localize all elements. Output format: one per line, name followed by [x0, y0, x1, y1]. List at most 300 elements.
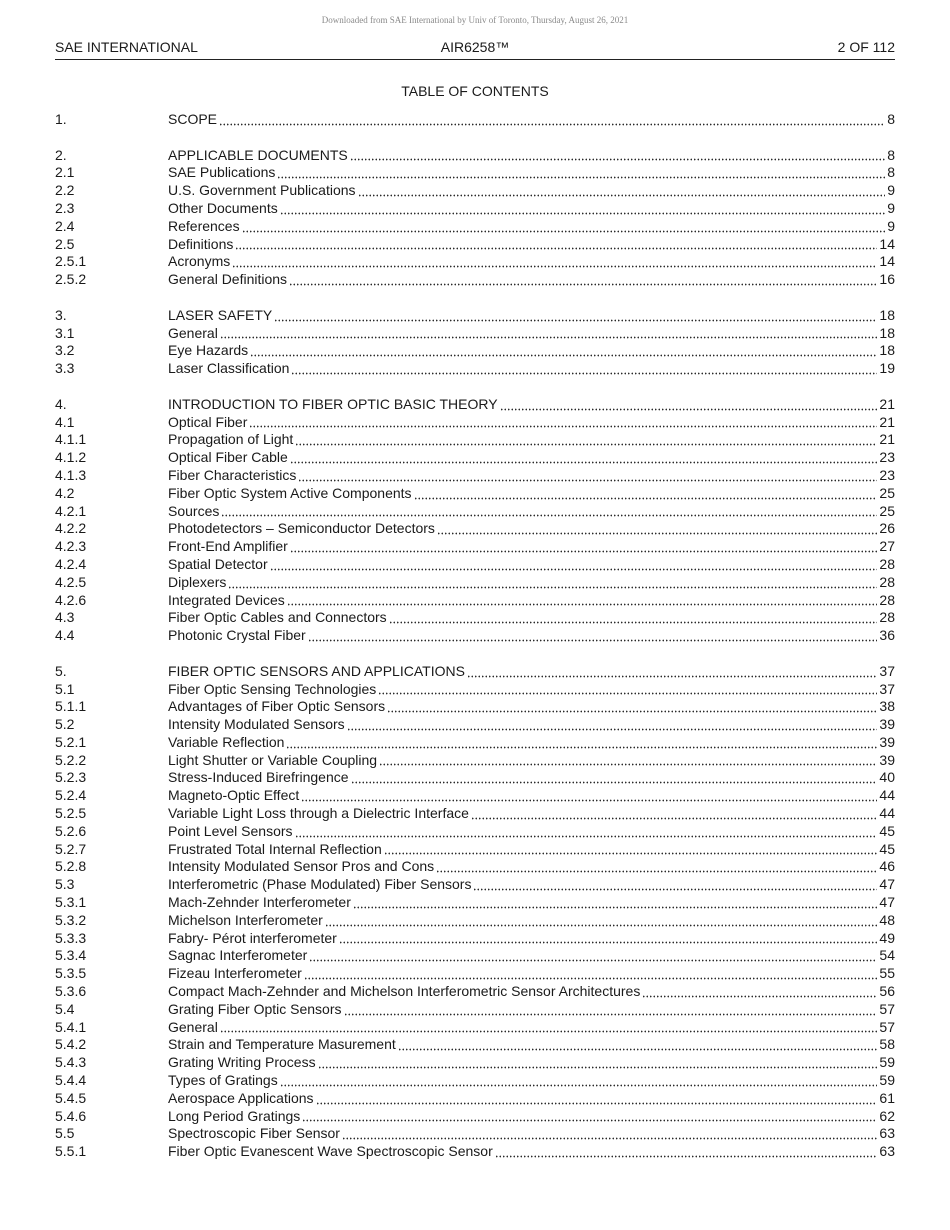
- toc-entry-title: Grating Writing Process: [168, 1054, 316, 1071]
- toc-entry[interactable]: [55, 858, 895, 876]
- toc-entry-title: General: [168, 1018, 218, 1035]
- dot-leader: [301, 790, 877, 802]
- toc-entry-number: 4.: [55, 395, 67, 412]
- dot-leader: [495, 1146, 878, 1158]
- dot-leader: [280, 1075, 878, 1087]
- toc-entry-number: 5.3.2: [55, 911, 87, 928]
- toc-entry[interactable]: [55, 876, 895, 894]
- toc-entry-page: 54: [879, 947, 895, 964]
- toc-entry-number: 4.1.2: [55, 449, 87, 466]
- toc-entry-page: 18: [879, 324, 895, 341]
- toc-entry[interactable]: [55, 1125, 895, 1143]
- toc-entry-title: SCOPE: [168, 111, 218, 127]
- toc-entry-line: [168, 663, 895, 681]
- toc-entry[interactable]: [55, 467, 895, 485]
- toc-entry[interactable]: [55, 253, 895, 271]
- toc-entry-line: [168, 1054, 895, 1072]
- toc-entry-page: 40: [879, 769, 895, 786]
- toc-entry-page: 8: [887, 164, 895, 181]
- toc-entry-number: 5.2.7: [55, 840, 87, 857]
- toc-entry[interactable]: [55, 538, 895, 556]
- toc-entry-page: 38: [879, 698, 895, 715]
- toc-entry[interactable]: [55, 360, 895, 378]
- dot-leader: [316, 1093, 878, 1105]
- toc-entry[interactable]: [55, 1143, 895, 1161]
- toc-entry-title: Front-End Amplifier: [168, 538, 288, 555]
- dot-leader: [642, 986, 877, 998]
- toc-entry-page: 27: [879, 538, 895, 555]
- toc-entry[interactable]: [55, 556, 895, 574]
- toc-entry-title: Sagnac Interferometer: [168, 947, 308, 964]
- toc-entry[interactable]: [55, 574, 895, 592]
- toc-entry-number: 5.3: [55, 876, 75, 893]
- toc-entry[interactable]: [55, 342, 895, 360]
- toc-entry-number: 4.2.6: [55, 591, 87, 608]
- toc-section: [55, 307, 895, 378]
- toc-entry-line: [168, 841, 895, 859]
- dot-leader: [286, 737, 877, 749]
- toc-entry-page: 28: [879, 609, 895, 626]
- toc-entry-title: Long Period Gratings: [168, 1107, 301, 1124]
- toc-entry-page: 57: [879, 1000, 895, 1017]
- toc-entry-title: Spectroscopic Fiber Sensor: [168, 1125, 340, 1142]
- download-watermark: Downloaded from SAE International by Univ of Toronto, Thursday, August 26, 2021: [321, 15, 629, 25]
- toc-entry-line: [168, 1036, 895, 1054]
- toc-entry-title: Fabry- Pérot interferometer: [168, 929, 337, 946]
- toc-entry-number: 3.1: [55, 324, 75, 341]
- toc-entry-line: [168, 716, 895, 734]
- toc-entry-title: Fiber Optic Evanescent Wave Spectroscopic Sensor: [168, 1143, 493, 1160]
- toc-entry-title: Spatial Detector: [168, 555, 268, 572]
- toc-entry-number: 5.2.6: [55, 822, 87, 839]
- toc-entry[interactable]: [55, 182, 895, 200]
- publisher-name: SAE INTERNATIONAL: [55, 39, 198, 55]
- toc-entry-number: 3.2: [55, 342, 75, 359]
- dot-leader: [339, 932, 878, 944]
- toc-entry-title: Fiber Optic Sensing Technologies: [168, 680, 377, 697]
- toc-entry[interactable]: [55, 111, 895, 129]
- dot-leader: [500, 399, 878, 411]
- dot-leader: [302, 1110, 877, 1122]
- toc-entry-line: [168, 271, 895, 289]
- toc-entry-number: 5.4.5: [55, 1089, 87, 1106]
- toc-entry-page: 19: [879, 360, 895, 377]
- toc-entry[interactable]: [55, 307, 895, 325]
- toc-entry-number: 2.5.2: [55, 271, 87, 288]
- toc-entry[interactable]: [55, 805, 895, 823]
- toc-entry-page: 57: [879, 1018, 895, 1035]
- toc-entry-number: 2.4: [55, 217, 75, 234]
- dot-leader: [228, 577, 877, 589]
- toc-entry-line: [168, 485, 895, 503]
- toc-section: [55, 147, 895, 289]
- toc-entry-title: Optical Fiber: [168, 413, 248, 430]
- toc-entry-title: Fiber Characteristics: [168, 466, 297, 483]
- toc-entry-title: Optical Fiber Cable: [168, 449, 288, 466]
- toc-entry-page: 59: [879, 1072, 895, 1089]
- toc-entry[interactable]: [55, 449, 895, 467]
- toc-entry-page: 8: [887, 146, 895, 163]
- dot-leader: [249, 416, 877, 428]
- toc-entry-number: 4.2.2: [55, 520, 87, 537]
- toc-entry-line: [168, 414, 895, 432]
- toc-entry-number: 4.1.3: [55, 466, 87, 483]
- toc-entry-title: Sources: [168, 502, 220, 519]
- toc-entry[interactable]: [55, 698, 895, 716]
- toc-entry-page: 9: [887, 217, 895, 234]
- toc-entry-title: Interferometric (Phase Modulated) Fiber Sensors: [168, 876, 472, 893]
- dot-leader: [351, 772, 878, 784]
- toc-entry[interactable]: [55, 752, 895, 770]
- toc-entry-line: [168, 769, 895, 787]
- toc-entry-title: Photodetectors – Semiconductor Detectors: [168, 520, 435, 537]
- toc-entry-page: 26: [879, 520, 895, 537]
- toc-entry-number: 4.1: [55, 413, 75, 430]
- dot-leader: [344, 1004, 878, 1016]
- toc-entry-number: 5.1: [55, 680, 75, 697]
- toc-entry[interactable]: [55, 485, 895, 503]
- toc-entry-page: 36: [879, 627, 895, 644]
- toc-entry[interactable]: [55, 520, 895, 538]
- toc-entry-page: 46: [879, 858, 895, 875]
- toc-entry-number: 5.2.2: [55, 751, 87, 768]
- toc-entry-number: 5.4.1: [55, 1018, 87, 1035]
- toc-section: [55, 396, 895, 645]
- page-counter: 2 OF 112: [837, 39, 895, 55]
- toc-entry-page: 25: [879, 484, 895, 501]
- toc-entry-page: 14: [879, 253, 895, 270]
- toc-entry-title: Michelson Interferometer: [168, 911, 323, 928]
- toc-entry-page: 44: [879, 805, 895, 822]
- toc-entry-line: [168, 1143, 895, 1161]
- toc-entry[interactable]: [55, 894, 895, 912]
- toc-entry-title: General Definitions: [168, 271, 288, 288]
- toc-entry[interactable]: [55, 734, 895, 752]
- dot-leader: [290, 452, 878, 464]
- toc-entry-title: Fiber Optic Cables and Connectors: [168, 609, 387, 626]
- dot-leader: [291, 363, 877, 375]
- toc-entry-line: [168, 1019, 895, 1037]
- toc-entry[interactable]: [55, 947, 895, 965]
- toc-entry[interactable]: [55, 823, 895, 841]
- toc-entry-number: 5.: [55, 662, 67, 679]
- toc-entry[interactable]: [55, 1036, 895, 1054]
- dot-leader: [414, 488, 878, 500]
- toc-entry-page: 28: [879, 555, 895, 572]
- toc-entry-title: Advantages of Fiber Optic Sensors: [168, 698, 386, 715]
- toc-entry[interactable]: [55, 147, 895, 165]
- toc-entry[interactable]: [55, 236, 895, 254]
- dot-leader: [277, 167, 885, 179]
- toc-entry-page: 45: [879, 840, 895, 857]
- toc-entry[interactable]: [55, 930, 895, 948]
- toc-entry[interactable]: [55, 1090, 895, 1108]
- dot-leader: [318, 1057, 878, 1069]
- toc-entry-page: 18: [879, 306, 895, 323]
- toc-entry-line: [168, 823, 895, 841]
- toc-entry-page: 39: [879, 751, 895, 768]
- toc-entry[interactable]: [55, 716, 895, 734]
- dot-leader: [358, 185, 886, 197]
- toc-entry-page: 21: [879, 431, 895, 448]
- toc-entry-page: 28: [879, 591, 895, 608]
- toc-entry-line: [168, 930, 895, 948]
- toc-entry[interactable]: [55, 200, 895, 218]
- toc-entry-page: 9: [887, 199, 895, 216]
- toc-entry[interactable]: [55, 1108, 895, 1126]
- toc-entry-title: Propagation of Light: [168, 431, 294, 448]
- toc-entry-title: References: [168, 217, 240, 234]
- dot-leader: [289, 274, 877, 286]
- toc-entry-line: [168, 147, 895, 165]
- toc-entry-title: Stress-Induced Birefringence: [168, 769, 349, 786]
- toc-entry-number: 4.2.1: [55, 502, 87, 519]
- toc-entry[interactable]: [55, 592, 895, 610]
- toc-entry-number: 5.2.4: [55, 787, 87, 804]
- toc-entry-line: [168, 164, 895, 182]
- toc-entry-title: Light Shutter or Variable Coupling: [168, 751, 378, 768]
- toc-entry-number: 5.4.2: [55, 1036, 87, 1053]
- dot-leader: [220, 327, 878, 339]
- toc-entry-page: 47: [879, 894, 895, 911]
- toc-entry-title: Mach-Zehnder Interferometer: [168, 894, 351, 911]
- toc-entry-number: 2.3: [55, 199, 75, 216]
- toc-entry[interactable]: [55, 431, 895, 449]
- toc-entry[interactable]: [55, 787, 895, 805]
- toc-entry[interactable]: [55, 1054, 895, 1072]
- toc-entry-page: 62: [879, 1107, 895, 1124]
- toc-entry-line: [168, 520, 895, 538]
- dot-leader: [471, 808, 878, 820]
- toc-entry-page: 25: [879, 502, 895, 519]
- dot-leader: [353, 897, 878, 909]
- toc-entry-page: 63: [879, 1143, 895, 1160]
- toc-entry-line: [168, 342, 895, 360]
- toc-entry[interactable]: [55, 1001, 895, 1019]
- dot-leader: [235, 238, 877, 250]
- toc-entry-number: 3.: [55, 306, 67, 323]
- toc-entry-number: 4.1.1: [55, 431, 87, 448]
- toc-entry-page: 63: [879, 1125, 895, 1142]
- toc-entry-line: [168, 1072, 895, 1090]
- toc-entry-title: Other Documents: [168, 199, 278, 216]
- toc-entry[interactable]: [55, 609, 895, 627]
- toc-entry-line: [168, 574, 895, 592]
- toc-entry-title: Definitions: [168, 235, 234, 252]
- toc-entry-line: [168, 111, 895, 129]
- toc-entry-line: [168, 307, 895, 325]
- toc-entry-title: Eye Hazards: [168, 342, 249, 359]
- toc-entry-page: 14: [879, 235, 895, 252]
- toc-section: [55, 111, 895, 129]
- toc-entry-number: 4.2: [55, 484, 75, 501]
- toc-entry-line: [168, 592, 895, 610]
- toc-entry-title: Magneto-Optic Effect: [168, 787, 300, 804]
- toc-entry-line: [168, 787, 895, 805]
- toc-entry-number: 5.2.8: [55, 858, 87, 875]
- toc-heading: TABLE OF CONTENTS: [401, 83, 549, 99]
- dot-leader: [378, 683, 877, 695]
- toc-entry-page: 37: [879, 680, 895, 697]
- dot-leader: [437, 523, 878, 535]
- toc-entry-line: [168, 200, 895, 218]
- dot-leader: [342, 1128, 877, 1140]
- toc-entry-number: 5.4.6: [55, 1107, 87, 1124]
- toc-entry-title: Variable Light Loss through a Dielectric Interface: [168, 805, 469, 822]
- toc-entry-line: [168, 1108, 895, 1126]
- toc-entry[interactable]: [55, 912, 895, 930]
- toc-section: [55, 663, 895, 1161]
- toc-entry-title: FIBER OPTIC SENSORS AND APPLICATIONS: [168, 662, 465, 679]
- dot-leader: [387, 701, 877, 713]
- toc-entry[interactable]: [55, 769, 895, 787]
- toc-entry-title: Aerospace Applications: [168, 1089, 314, 1106]
- dot-leader: [270, 559, 878, 571]
- toc-entry-page: 28: [879, 573, 895, 590]
- toc-entry-number: 3.3: [55, 360, 75, 377]
- toc-entry-page: 8: [887, 111, 895, 127]
- toc-entry-line: [168, 1090, 895, 1108]
- dot-leader: [379, 754, 877, 766]
- toc-entry-page: 61: [879, 1089, 895, 1106]
- toc-entry-title: Compact Mach-Zehnder and Michelson Interferometric Sensor Architectures: [168, 983, 641, 1000]
- toc-entry-page: 48: [879, 911, 895, 928]
- dot-leader: [467, 666, 878, 678]
- toc-entry-number: 5.4: [55, 1000, 75, 1017]
- dot-leader: [436, 861, 877, 873]
- toc-entry-number: 4.2.3: [55, 538, 87, 555]
- toc-entry-page: 44: [879, 787, 895, 804]
- toc-entry-line: [168, 556, 895, 574]
- toc-entry-page: 21: [879, 395, 895, 412]
- toc-entry-number: 4.2.4: [55, 555, 87, 572]
- toc-entry-line: [168, 396, 895, 414]
- toc-entry[interactable]: [55, 983, 895, 1001]
- toc-entry-line: [168, 912, 895, 930]
- toc-entry-page: 58: [879, 1036, 895, 1053]
- toc-entry-number: 5.4.4: [55, 1072, 87, 1089]
- table-of-contents: [55, 111, 895, 1179]
- toc-entry-line: [168, 627, 895, 645]
- toc-entry-number: 4.3: [55, 609, 75, 626]
- toc-entry[interactable]: [55, 681, 895, 699]
- dot-leader: [250, 345, 877, 357]
- toc-entry-page: 59: [879, 1054, 895, 1071]
- toc-entry[interactable]: [55, 663, 895, 681]
- toc-entry-line: [168, 1125, 895, 1143]
- dot-leader: [219, 114, 885, 126]
- toc-entry-title: Variable Reflection: [168, 733, 285, 750]
- toc-entry-page: 49: [879, 929, 895, 946]
- dot-leader: [325, 915, 878, 927]
- toc-entry-number: 5.1.1: [55, 698, 87, 715]
- toc-entry-number: 5.2: [55, 716, 75, 733]
- dot-leader: [220, 1021, 878, 1033]
- toc-entry-line: [168, 983, 895, 1001]
- toc-entry-page: 39: [879, 733, 895, 750]
- toc-entry[interactable]: [55, 503, 895, 521]
- toc-entry[interactable]: [55, 414, 895, 432]
- toc-entry[interactable]: [55, 965, 895, 983]
- toc-entry[interactable]: [55, 271, 895, 289]
- dot-leader: [389, 612, 878, 624]
- toc-entry-page: 18: [879, 342, 895, 359]
- toc-entry-number: 5.2.1: [55, 733, 87, 750]
- toc-entry-line: [168, 253, 895, 271]
- toc-entry-number: 4.4: [55, 627, 75, 644]
- toc-entry-line: [168, 431, 895, 449]
- toc-entry-page: 55: [879, 965, 895, 982]
- toc-entry-line: [168, 609, 895, 627]
- toc-entry-title: Point Level Sensors: [168, 822, 293, 839]
- toc-entry[interactable]: [55, 627, 895, 645]
- toc-entry-title: Photonic Crystal Fiber: [168, 627, 306, 644]
- toc-entry-number: 5.3.4: [55, 947, 87, 964]
- dot-leader: [304, 968, 878, 980]
- dot-leader: [309, 950, 877, 962]
- toc-entry-page: 39: [879, 716, 895, 733]
- toc-entry-page: 21: [879, 413, 895, 430]
- dot-leader: [221, 505, 877, 517]
- toc-entry-number: 2.5.1: [55, 253, 87, 270]
- toc-entry-number: 5.3.3: [55, 929, 87, 946]
- dot-leader: [295, 434, 877, 446]
- toc-entry-title: Types of Gratings: [168, 1072, 278, 1089]
- toc-entry-title: SAE Publications: [168, 164, 276, 181]
- toc-entry-title: LASER SAFETY: [168, 306, 273, 323]
- toc-entry-line: [168, 467, 895, 485]
- toc-entry[interactable]: [55, 218, 895, 236]
- dot-leader: [290, 541, 878, 553]
- dot-leader: [242, 221, 886, 233]
- toc-entry-title: Intensity Modulated Sensor Pros and Cons: [168, 858, 435, 875]
- toc-entry[interactable]: [55, 841, 895, 859]
- toc-entry-title: Diplexers: [168, 573, 227, 590]
- toc-entry-title: Grating Fiber Optic Sensors: [168, 1000, 342, 1017]
- toc-entry-title: Strain and Temperature Masurement: [168, 1036, 396, 1053]
- toc-entry-title: Laser Classification: [168, 360, 290, 377]
- toc-entry-number: 1.: [55, 111, 67, 127]
- toc-entry[interactable]: [55, 164, 895, 182]
- toc-entry-number: 5.5.1: [55, 1143, 87, 1160]
- toc-entry-number: 5.2.5: [55, 805, 87, 822]
- toc-entry-page: 56: [879, 983, 895, 1000]
- dot-leader: [287, 594, 878, 606]
- toc-entry-line: [168, 698, 895, 716]
- dot-leader: [398, 1039, 878, 1051]
- toc-entry[interactable]: [55, 396, 895, 414]
- page-header: [55, 39, 895, 60]
- dot-leader: [280, 203, 885, 215]
- toc-entry-line: [168, 858, 895, 876]
- toc-entry-title: APPLICABLE DOCUMENTS: [168, 146, 348, 163]
- toc-entry-line: [168, 965, 895, 983]
- dot-leader: [473, 879, 877, 891]
- toc-entry[interactable]: [55, 325, 895, 343]
- toc-entry-page: 23: [879, 449, 895, 466]
- toc-entry[interactable]: [55, 1072, 895, 1090]
- toc-entry-title: General: [168, 324, 218, 341]
- toc-entry-line: [168, 805, 895, 823]
- toc-entry[interactable]: [55, 1019, 895, 1037]
- toc-entry-number: 4.2.5: [55, 573, 87, 590]
- toc-entry-number: 5.2.3: [55, 769, 87, 786]
- toc-entry-page: 47: [879, 876, 895, 893]
- toc-entry-number: 2.1: [55, 164, 75, 181]
- toc-entry-number: 2.2: [55, 182, 75, 199]
- toc-entry-number: 5.3.5: [55, 965, 87, 982]
- dot-leader: [384, 843, 878, 855]
